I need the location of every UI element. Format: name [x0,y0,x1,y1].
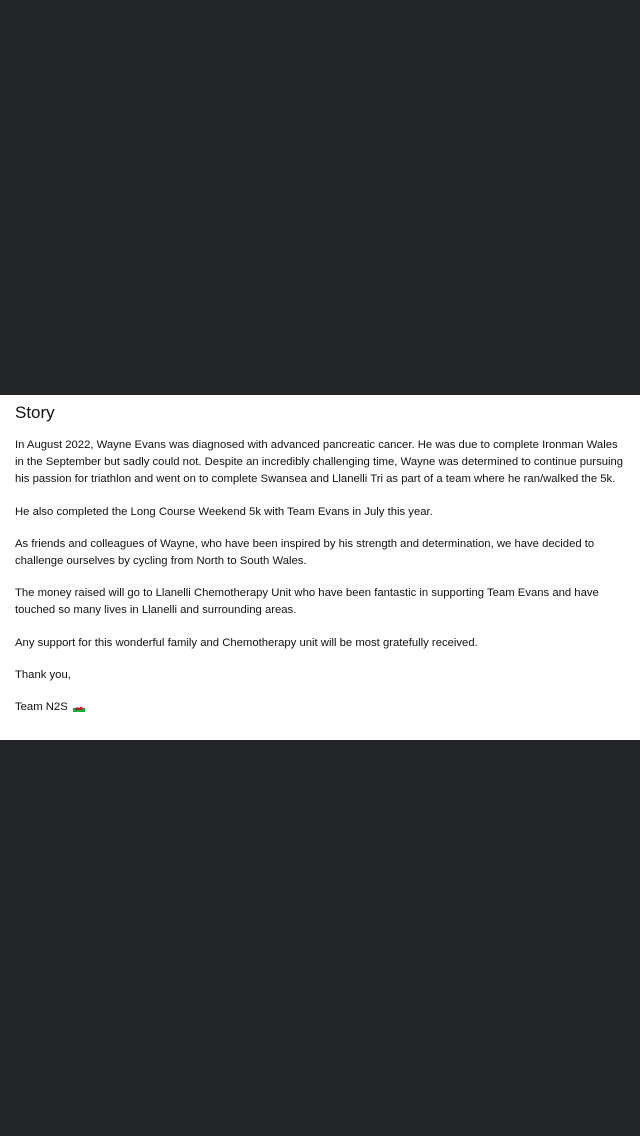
welsh-flag-icon [73,704,85,712]
story-paragraph: He also completed the Long Course Weekend 5k with Team Evans in July this year. [15,505,433,518]
story-paragraph: In August 2022, Wayne Evans was diagnosed with advanced pancreatic cancer. He was due to complete Ironman Wales in the September but sadly could not. Despite an incredibly challenging time, Wayne was determined to continue pursuing his passion for triathlon and went on to complete Swansea and Llanelli Tri as part of a team where he ran/walked the 5k. [15,439,624,486]
story-signoff [15,699,625,716]
story-card [0,395,640,740]
story-paragraph: As friends and colleagues of Wayne, who have been inspired by his strength and determination, we have decided to challenge ourselves by cycling from North to South Wales. [15,537,595,568]
story-paragraph: Any support for this wonderful family and Chemotherapy unit will be most gratefully received. [15,636,478,649]
story-paragraph: The money raised will go to Llanelli Chemotherapy Unit who have been fantastic in supporting Team Evans and have touched so many lives in Llanelli and surrounding areas. [15,587,599,617]
story-heading: Story [15,403,55,422]
signoff-text: Team N2S [15,701,68,714]
story-paragraph: Thank you, [15,668,71,681]
